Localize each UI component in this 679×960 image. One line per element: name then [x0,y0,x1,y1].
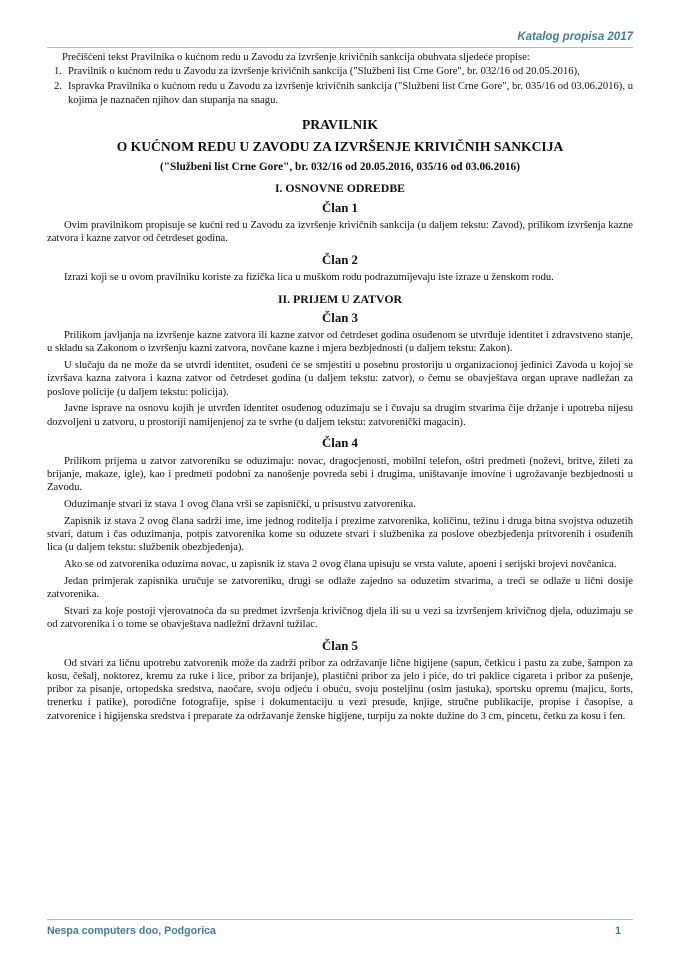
page-header [47,31,633,48]
article-paragraph: Stvari za koje postoji vjerovatnoća da su predmet izvršenja krivičnog djela ili su u vezi sa izvršenjem krivičnog djela, oduzimaju se od zatvorenika i o tome se obavještava nadležni državni tužilac. [47,605,633,630]
article-heading: Član 2 [322,252,358,267]
page-footer [47,919,633,937]
article-paragraph: U slučaju da ne može da se utvrdi identitet, osuđeni će se smjestiti u posebnu prostoriju u organizacionoj jedinici Zavoda u kojoj se izvršava kazna zatvora i kazna zatvor od četrdeset godina (u daljem tekstu: zatvor), o čemu se obavještava organ uprave nadležan za poslove policije (u daljem tekstu: policija). [47,360,633,398]
article-paragraph: Prilikom prijema u zatvor zatvoreniku se oduzimaju: novac, dragocjenosti, mobilni telefon, oštri predmeti (noževi, britve, žileti za brijanje, makaze, igle), kao i predmeti podobni za nanošenje povreda sebi i drugima, uništavanje imovine i ugrožavanje bezbjednosti u Zavodu. [47,455,633,494]
article-heading: Član 4 [322,436,358,451]
article-paragraph: Od stvari za ličnu upotrebu zatvorenik može da zadrži pribor za održavanje lične higijene (sapun, četkicu i pastu za zube, šampon za kosu, češalj, noktorez, kremu za ruke i lice, pribor za brijanje), plastični pribor za jelo i piće, do tri paklice cigareta i pribor za pušenje, pribor za pisanje, ortopedska sredstva, naočare, svoju odjeću i obuću, svoju posteljinu (osim jastuka), sportsku opremu (majicu, šorts, trenerku i patike), porodične fotografije, spise i dokumentaciju u vezi presude, knjige, stručne publikacije, propise i časopise, a zatvorenice i higijenska sredstva i preparate za održavanje ženske higijene, turpiju za nokte dužine do 3 cm, pincetu, četku za kosu i fen. [47,657,633,722]
section-heading: I. OSNOVNE ODREDBE [274,181,406,196]
article-paragraph: Jedan primjerak zapisnika uručuje se zatvoreniku, drugi se odlaže zajedno sa oduzetim stvarima, a treći se odlaže u lični dosije zatvorenika. [47,575,633,600]
section-heading: II. PRIJEM U ZATVOR [277,291,403,306]
regulation-list [47,65,633,107]
document-subtitle: O KUĆNOM REDU U ZAVODU ZA IZVRŠENJE KRIVIČNIH SANKCIJA [116,139,564,155]
list-item [47,80,633,106]
intro-text: Prečišćeni tekst Pravilnika o kućnom redu u Zavodu za izvršenje krivičnih sankcija obuhvata sljedeće propise: [62,52,530,63]
list-item [47,65,633,78]
page-number: 1 [615,925,621,937]
list-item-text: Pravilnik o kućnom redu u Zavodu za izvršenje krivičnih sankcija ("Službeni list Crne Gore", br. 032/16 od 20.05.2016), [68,66,580,78]
list-item-number: 2. [54,81,62,93]
document-title: PRAVILNIK [301,116,379,132]
gazette-reference: ("Službeni list Crne Gore", br. 032/16 od 20.05.2016, 035/16 od 03.06.2016) [160,161,520,174]
header-title: Katalog propisa 2017 [517,31,633,43]
article-heading: Član 3 [322,311,358,326]
article-paragraph: Zapisnik iz stava 2 ovog člana sadrži ime, ime jednog roditelja i prezime zatvorenika, količinu, težinu i druga bitna svojstva oduzetih stvari, datum i čas oduzimanja, potpis zatvorenika kome su oduzete stvari i službenika za poslove obezbjeđenja pritvorenih i osuđenih lica (u daljem tekstu: službenik obezbjeđenja). [47,515,633,554]
article-paragraph: Ako se od zatvorenika oduzima novac, u zapisnik iz stava 2 ovog člana upisuju se vrsta valute, apoeni i serijski brojevi novčanica. [64,558,617,570]
footer-company: Nespa computers doo, Podgorica [47,925,216,937]
article-paragraph: Izrazi koji se u ovom pravilniku koriste za fizička lica u muškom rodu podrazumijevaju iste izraze u ženskom rodu. [64,272,554,284]
article-paragraph: Prilikom javljanja na izvršenje kazne zatvora ili kazne zatvor od četrdeset godina osuđenom se utvrđuje identitet i zdravstveno stanje, u skladu sa Zakonom o izvršenju kazni zatvora, novčane kazne i mjera bezbjednosti (u daljem tekstu: Zakon). [47,330,633,355]
article-heading: Član 5 [322,638,358,653]
article-paragraph: Oduzimanje stvari iz stava 1 ovog člana vrši se zapisnički, u prisustvu zatvorenika. [64,498,416,510]
article-paragraph: Ovim pravilnikom propisuje se kućni red u Zavodu za izvršenje krivičnih sankcija (u daljem tekstu: Zavod), prilikom izvršenja kazne zatvora i kazne zatvor od četrdeset godina. [47,219,633,245]
document-body [47,51,633,726]
list-item-text: Ispravka Pravilnika o kućnom redu u Zavodu za izvršenje krivičnih sankcija ("Službeni list Crne Gore", br. 035/16 od 03.06.2016), u kojima je naznačen njihov dan stupanja na snagu. [68,81,633,106]
article-paragraph: Javne isprave na osnovu kojih je utvrđen identitet osuđenog oduzimaju se i čuvaju sa drugim stvarima čije držanje i upotreba nijesu dozvoljeni u zatvoru, u prostoriji namijenjenoj za te svrhe (u daljem tekstu: zatvorenički magacin). [47,403,633,428]
list-item-number: 1. [54,66,62,78]
article-heading: Član 1 [322,200,358,215]
